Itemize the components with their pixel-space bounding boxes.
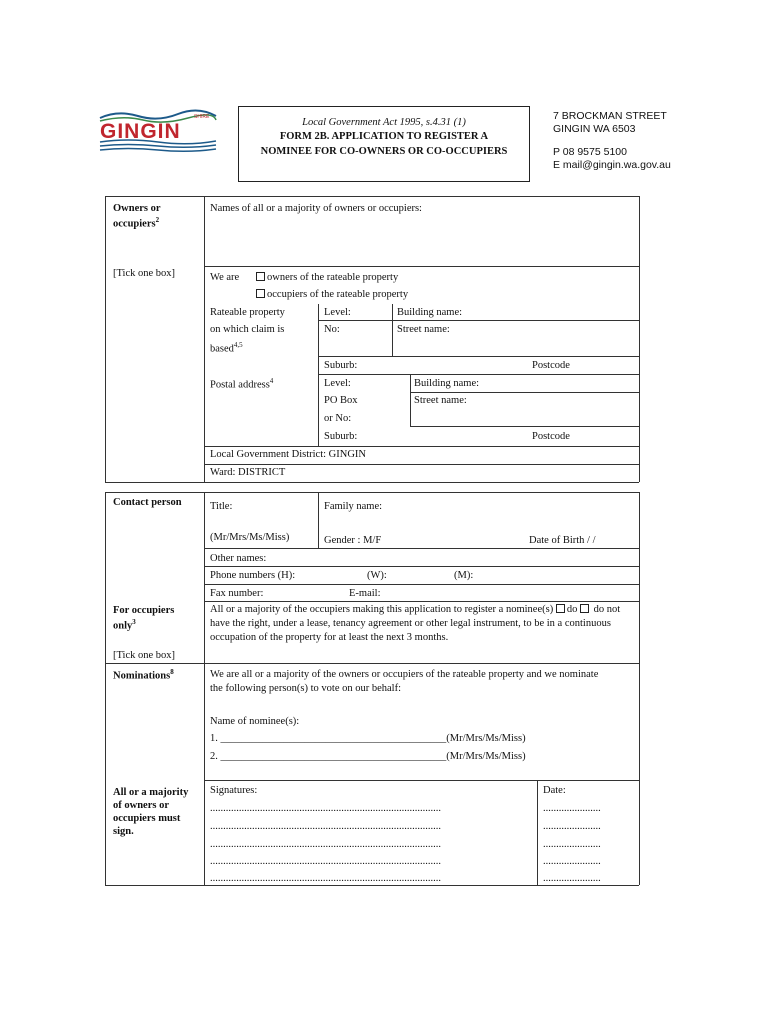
do-not-checkbox[interactable] — [580, 604, 589, 613]
signature-line-4[interactable]: ........................................................................................ — [210, 856, 441, 867]
phone-mobile-field[interactable]: (M): — [454, 570, 474, 581]
postal-building-name-field[interactable]: Building name: — [414, 378, 480, 389]
rateable-label-2: on which claim is — [210, 324, 285, 335]
signature-line-2[interactable]: ........................................................................................ — [210, 821, 441, 832]
address-street: 7 BROCKMAN STREET — [553, 110, 667, 122]
all-majority-sign-label: All or a majority of owners or occupiers must sign. — [113, 787, 189, 837]
po-box-field[interactable]: PO Box — [324, 395, 358, 406]
signatures-label: Signatures: — [210, 785, 258, 796]
occupiers-label: occupiers$^2$ — [113, 216, 160, 230]
form-title-line2: NOMINEE FOR CO-OWNERS OR CO-OCCUPIERS — [260, 146, 508, 157]
fax-field[interactable]: Fax number: — [210, 588, 264, 599]
act-reference: Local Government Act 1995, s.4.31 (1) — [302, 117, 466, 128]
street-name-field[interactable]: Street name: — [397, 324, 450, 335]
date-line-5[interactable]: ...................... — [543, 873, 601, 884]
email-field[interactable]: E-mail: — [349, 588, 381, 599]
postal-suburb-field[interactable]: Suburb: — [324, 431, 358, 442]
signature-line-1[interactable]: ........................................................................................ — [210, 803, 441, 814]
phone-work-field[interactable]: (W): — [367, 570, 387, 581]
nominee-2-field[interactable]: 2. ___________________________________________(Mr/Mrs/Ms/Miss) — [210, 751, 526, 762]
signature-line-3[interactable]: ........................................................................................ — [210, 839, 441, 850]
for-occupiers-label: For occupiers — [113, 605, 175, 616]
date-line-2[interactable]: ...................... — [543, 821, 601, 832]
only-label: only$^3$ — [113, 618, 136, 632]
postal-street-name-field[interactable]: Street name: — [414, 395, 467, 406]
do-checkbox[interactable] — [556, 604, 565, 613]
postal-level-field[interactable]: Level: — [324, 378, 351, 389]
form-header-box — [238, 106, 530, 182]
date-line-1[interactable]: ...................... — [543, 803, 601, 814]
logo-suffix: SHIRE — [194, 114, 210, 120]
logo-text: GINGIN — [100, 120, 181, 143]
title-field[interactable]: Title: — [210, 501, 233, 512]
date-line-3[interactable]: ...................... — [543, 839, 601, 850]
nominee-1-field[interactable]: 1. ___________________________________________(Mr/Mrs/Ms/Miss) — [210, 733, 526, 744]
council-address — [553, 110, 671, 172]
postal-postcode-field[interactable]: Postcode — [532, 431, 570, 442]
tick-one-box-label: [Tick one box] — [113, 268, 176, 279]
name-of-nominee-label: Name of nominee(s): — [210, 716, 300, 727]
suburb-field[interactable]: Suburb: — [324, 360, 358, 371]
names-label: Names of all or a majority of owners or occupiers: — [210, 203, 422, 214]
ward: Ward: DISTRICT — [210, 467, 286, 478]
title-options: (Mr/Mrs/Ms/Miss) — [210, 532, 290, 543]
postcode-field[interactable]: Postcode — [532, 360, 570, 371]
occupiers-statement: All or a majority of the occupiers making this application to register a nominee(s) do do not have the right, under a lease, tenancy agreement or other legal instrument, to be in a continuous occupation of the property for at least the next 3 months. — [210, 604, 621, 643]
owners-checkbox[interactable] — [256, 272, 265, 281]
no-field[interactable]: No: — [324, 324, 340, 335]
address-phone: P 08 9575 5100 — [553, 146, 627, 158]
nominate-statement: We are all or a majority of the owners or occupiers of the rateable property and we nominate the following person(s) to vote on our behalf: — [210, 669, 599, 694]
rateable-label-3: based$^{4,5}$ — [210, 341, 243, 355]
tick-one-box-label-2: [Tick one box] — [113, 650, 176, 661]
date-of-birth-field[interactable]: Date of Birth / / — [529, 535, 596, 546]
or-no-label: or No: — [324, 413, 352, 424]
address-email: E mail@gingin.wa.gov.au — [553, 159, 671, 171]
date-label: Date: — [543, 785, 566, 796]
signature-line-5[interactable]: ........................................................................................ — [210, 873, 441, 884]
date-line-4[interactable]: ...................... — [543, 856, 601, 867]
phone-home-field[interactable]: Phone numbers (H): — [210, 570, 296, 581]
occupiers-option[interactable]: occupiers of the rateable property — [256, 289, 408, 300]
gingin-logo — [98, 108, 218, 154]
we-are-label: We are — [210, 272, 240, 283]
level-field[interactable]: Level: — [324, 307, 351, 318]
contact-person-label: Contact person — [113, 497, 182, 508]
nominations-label: Nominations$^8$ — [113, 668, 174, 682]
owners-label: Owners or — [113, 203, 161, 214]
family-name-field[interactable]: Family name: — [324, 501, 383, 512]
occupiers-checkbox[interactable] — [256, 289, 265, 298]
postal-address-label: Postal address$^4$ — [210, 377, 274, 391]
other-names-field[interactable]: Other names: — [210, 553, 267, 564]
address-town: GINGIN WA 6503 — [553, 123, 636, 135]
gender-field[interactable]: Gender : M/F — [324, 535, 382, 546]
building-name-field[interactable]: Building name: — [397, 307, 463, 318]
form-title-line1: FORM 2B. APPLICATION TO REGISTER A — [279, 131, 489, 142]
rateable-label-1: Rateable property — [210, 307, 285, 318]
local-government-district: Local Government District: GINGIN — [210, 449, 366, 460]
owners-option[interactable]: owners of the rateable property — [256, 272, 398, 283]
